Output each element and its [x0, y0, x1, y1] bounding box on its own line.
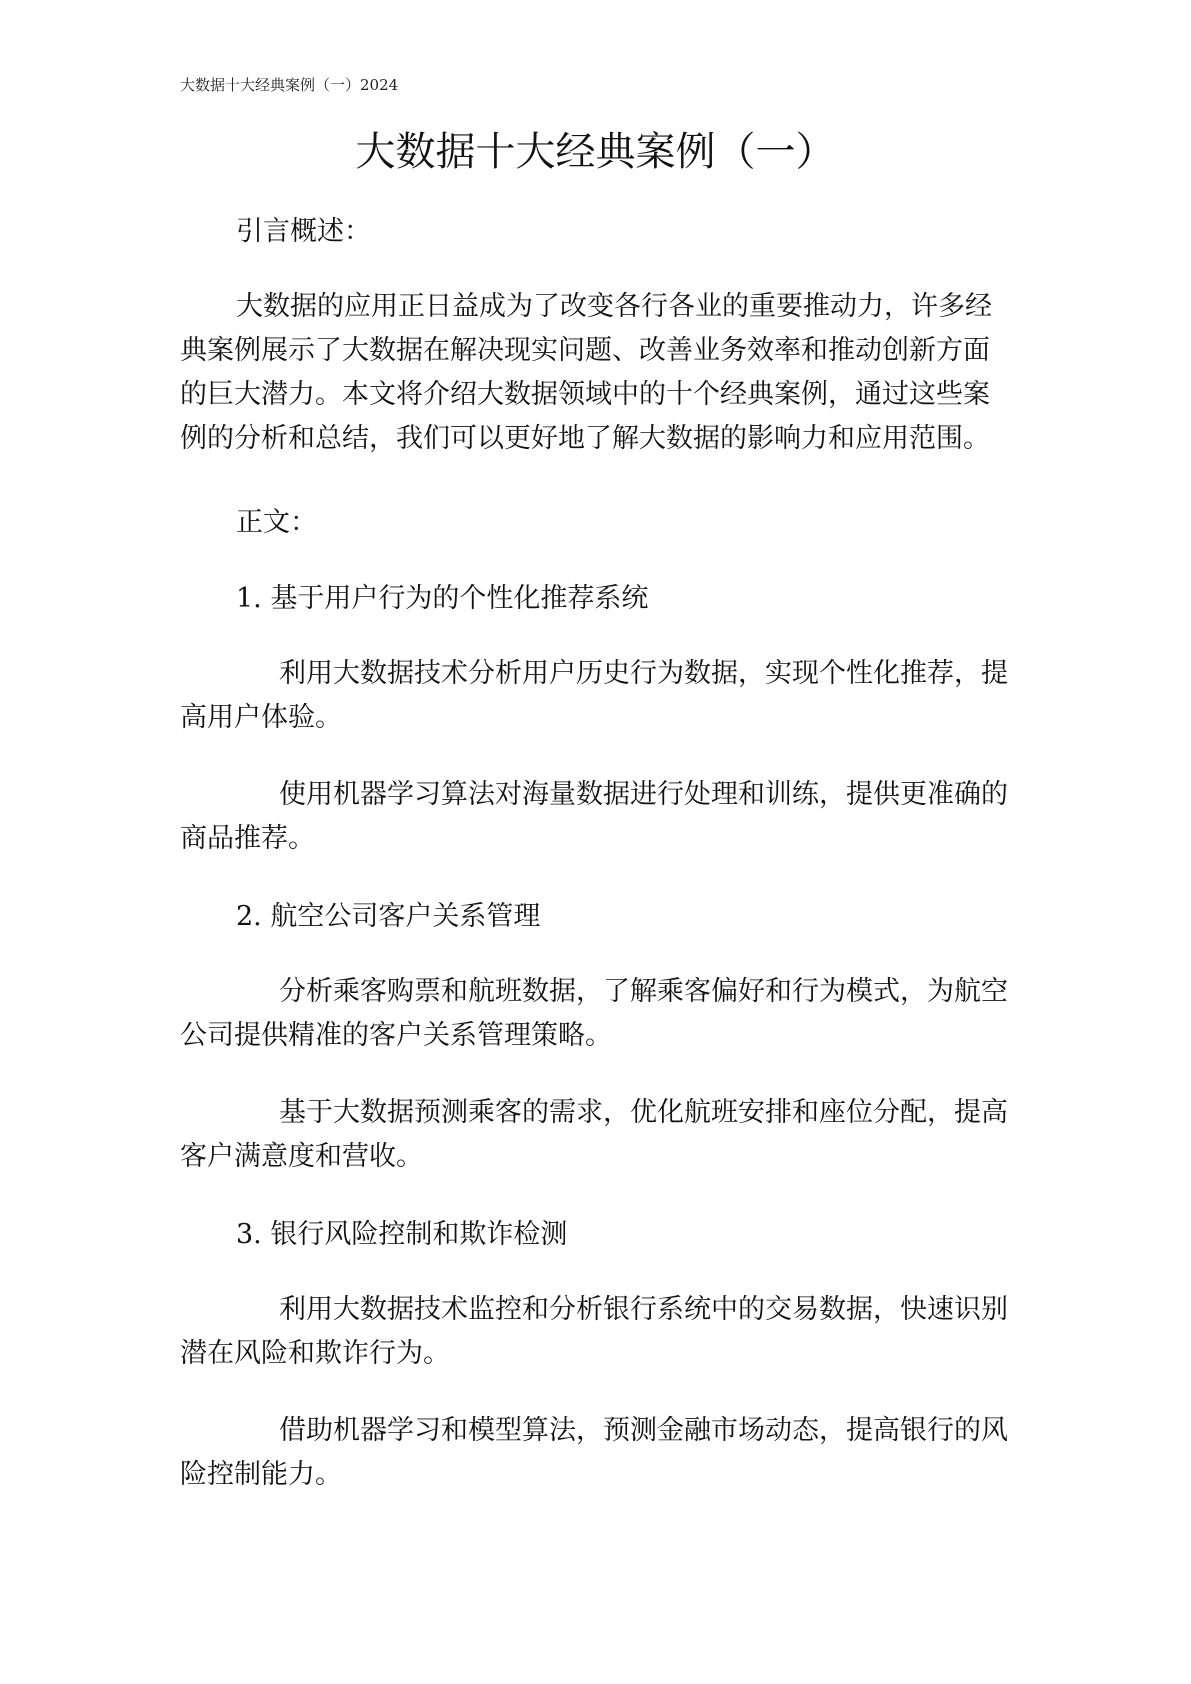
intro-paragraph: 大数据的应用正日益成为了改变各行各业的重要推动力，许多经典案例展示了大数据在解决现实问题、改善业务效率和推动创新方面的巨大潜力。本文将介绍大数据领域中的十个经典案例，通过这些案例的分析和总结，我们可以更好地了解大数据的影响力和应用范围。: [180, 291, 992, 454]
section-point: 利用大数据技术分析用户历史行为数据，实现个性化推荐，提高用户体验。: [180, 658, 1008, 733]
section-point: 分析乘客购票和航班数据，了解乘客偏好和行为模式，为航空公司提供精准的客户关系管理策略。: [180, 976, 1008, 1051]
section-point: 使用机器学习算法对海量数据进行处理和训练，提供更准确的商品推荐。: [180, 779, 1008, 854]
section-point: 利用大数据技术监控和分析银行系统中的交易数据，快速识别潜在风险和欺诈行为。: [180, 1294, 1008, 1369]
section-point: 基于大数据预测乘客的需求，优化航班安排和座位分配，提高客户满意度和营收。: [180, 1097, 1008, 1172]
section-heading: 2. 航空公司客户关系管理: [236, 901, 541, 932]
intro-heading: 引言概述：: [236, 216, 371, 247]
section-heading: 1. 基于用户行为的个性化推荐系统: [236, 583, 649, 614]
running-header: 大数据十大经典案例（一）2024: [180, 76, 399, 94]
section-point: 借助机器学习和模型算法，预测金融市场动态，提高银行的风险控制能力。: [180, 1415, 1008, 1490]
document-body: [180, 212, 1014, 1497]
body-heading: 正文：: [236, 507, 317, 538]
section-heading: 3. 银行风险控制和欺诈检测: [236, 1219, 568, 1250]
document-title: 大数据十大经典案例（一）: [355, 129, 836, 175]
